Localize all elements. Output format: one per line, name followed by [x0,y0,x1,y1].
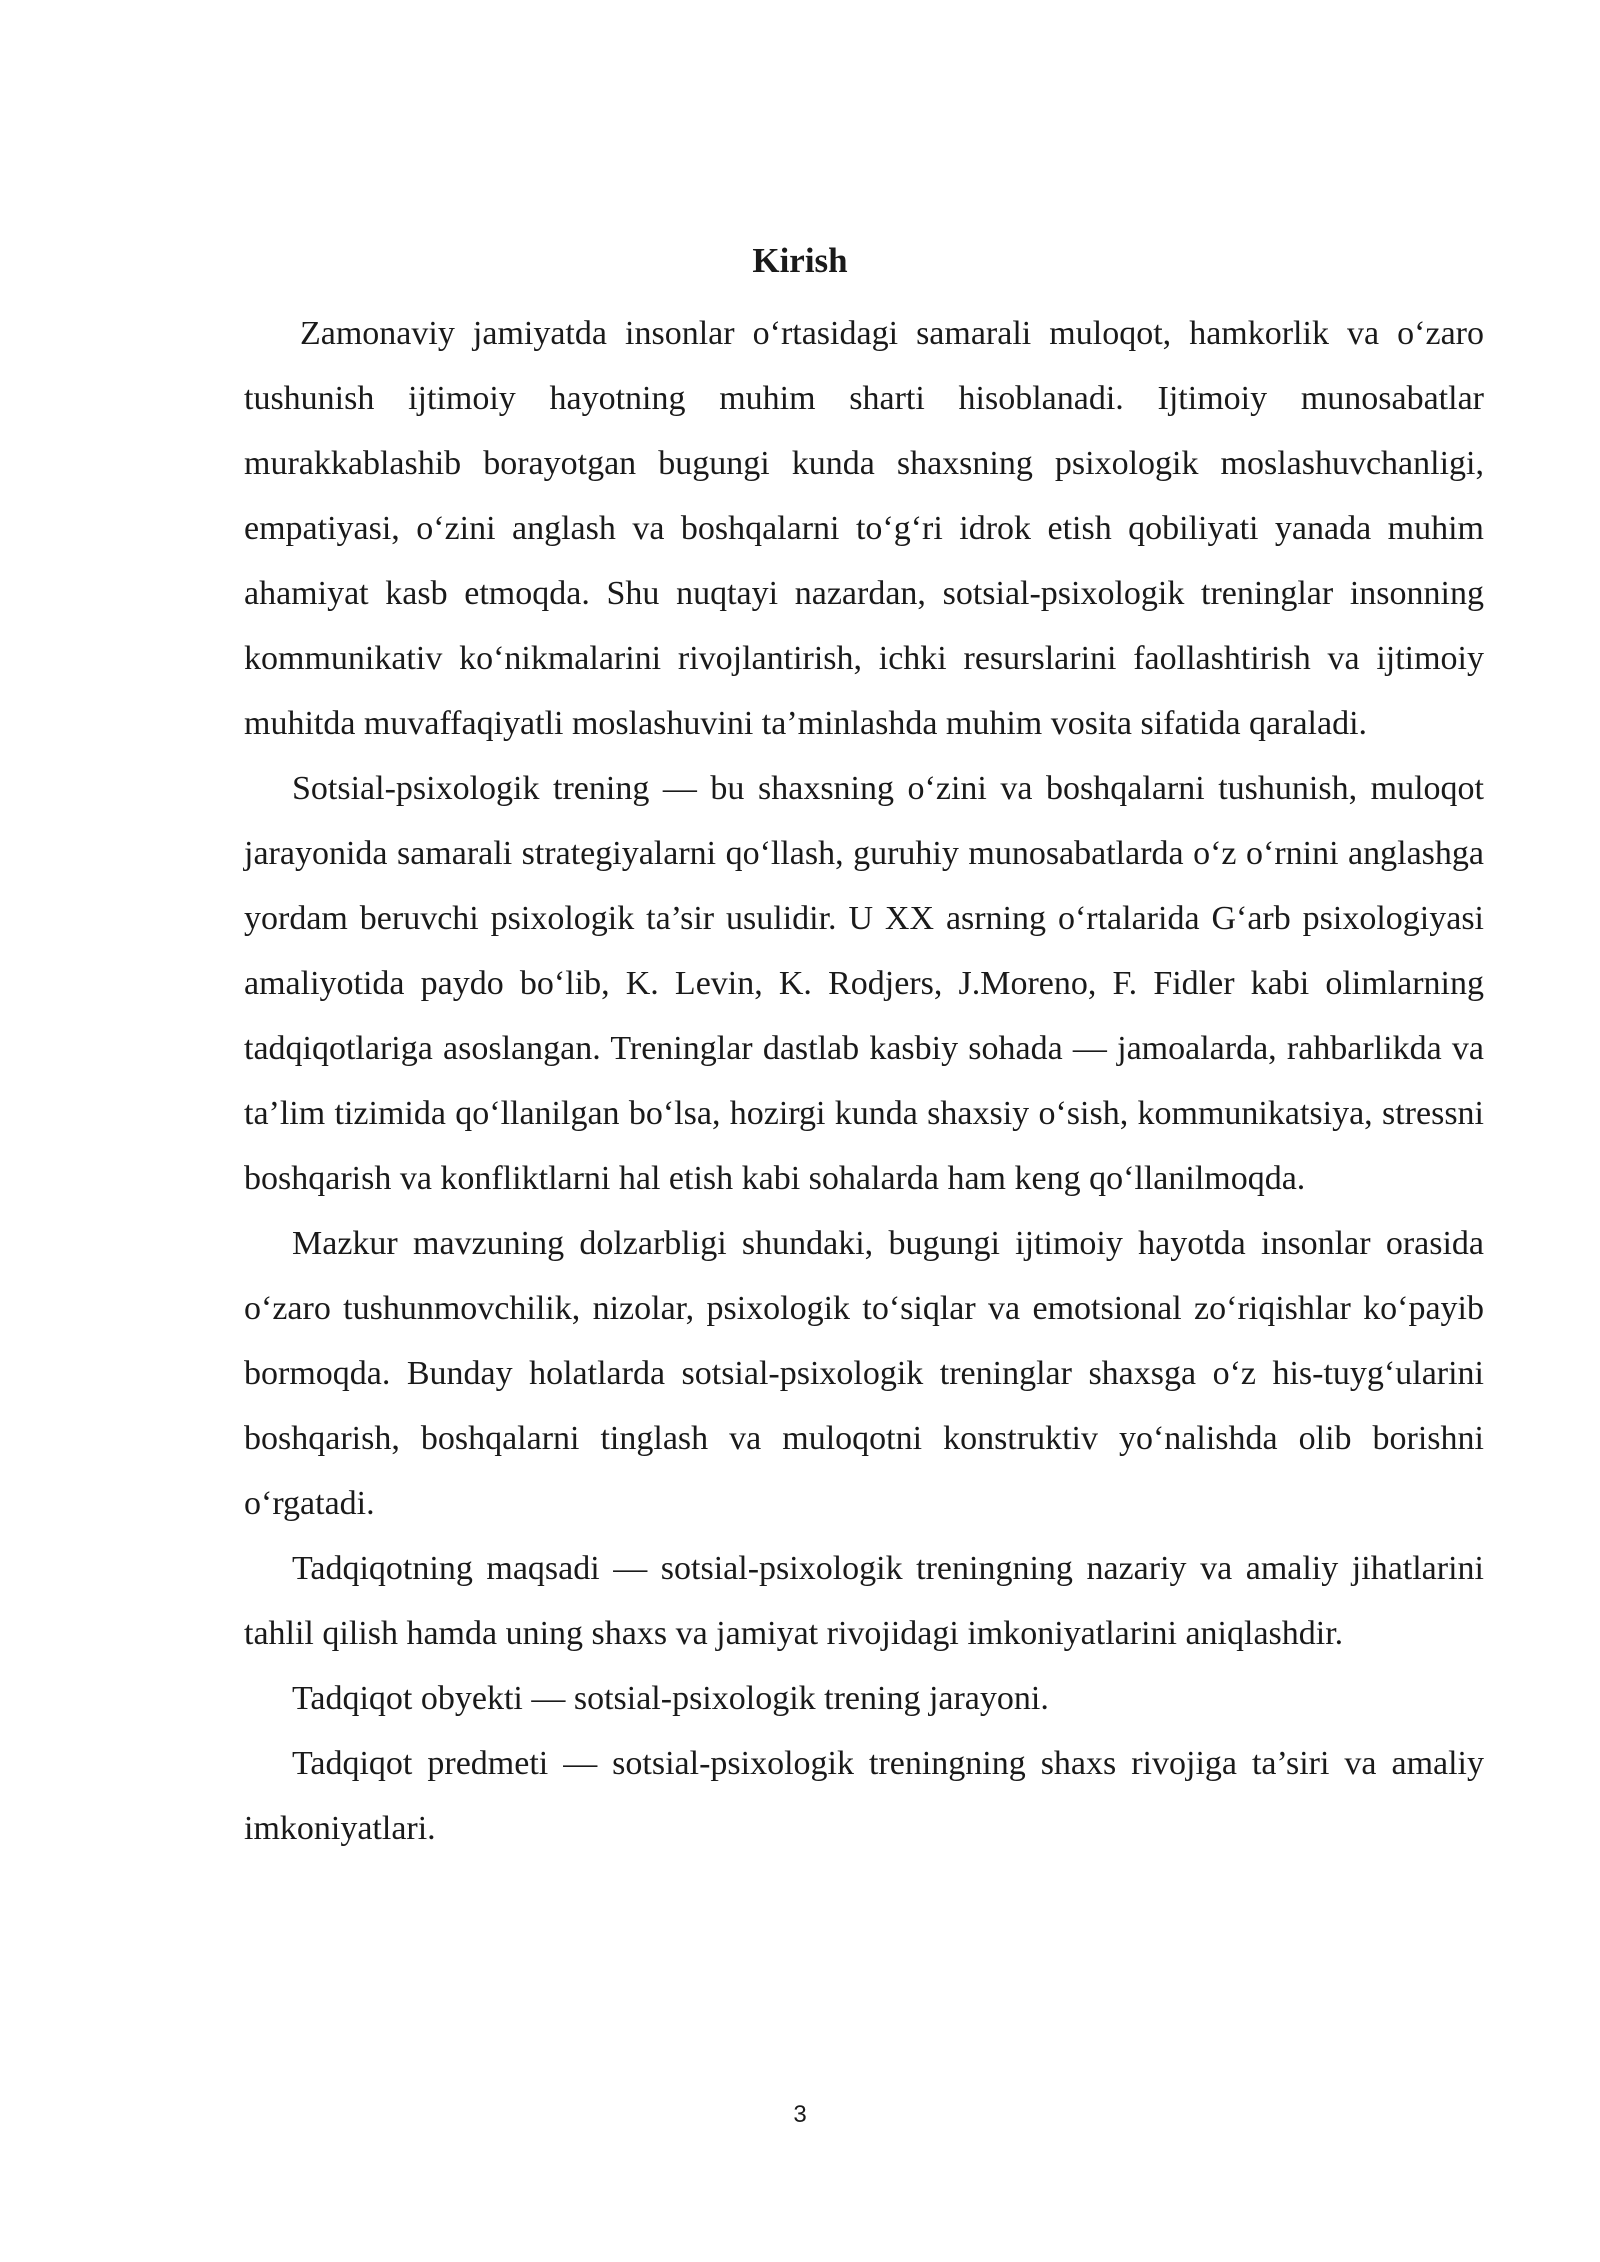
section-title: Kirish [752,241,848,280]
paragraph-research-goal: Tadqiqotning maqsadi — sotsial-psixologik treningning nazariy va amaliy jihatlarini tahlil qilish hamda uning shaxs va jamiyat rivojidagi imkoniyatlarini aniqlashdir. [244,1550,1484,1652]
page-number: 3 [793,2101,807,2128]
paragraph-training-definition: Sotsial-psixologik trening — bu shaxsning o‘zini va boshqalarni tushunish, muloqot jarayonida samarali strategiyalarni qo‘llash, guruhiy munosabatlarda o‘z o‘rnini anglashga yordam beruvchi psixologik ta’sir usulidir. U XX asrning o‘rtalarida G‘arb psixologiyasi amaliyotida paydo bo‘lib, K. Levin, K. Rodjers, J.Moreno, F. Fidler kabi olimlarning tadqiqotlariga asoslangan. Treninglar dastlab kasbiy sohada — jamoalarda, rahbarlikda va ta’lim tizimida qo‘llanilgan bo‘lsa, hozirgi kunda shaxsiy o‘sish, kommunikatsiya, stressni boshqarish va konfliktlarni hal etish kabi sohalarda ham keng qo‘llanilmoqda. [244,770,1484,1197]
paragraph-research-subject: Tadqiqot predmeti — sotsial-psixologik treningning shaxs rivojiga ta’siri va amaliy imkoniyatlari. [244,1745,1484,1847]
body-text [244,301,1484,1861]
paragraph-relevance: Mazkur mavzuning dolzarbligi shundaki, bugungi ijtimoiy hayotda insonlar orasida o‘zaro tushunmovchilik, nizolar, psixologik to‘siqlar va emotsional zo‘riqishlar ko‘payib bormoqda. Bunday holatlarda sotsial-psixologik treninglar shaxsga o‘z his-tuyg‘ularini boshqarish, boshqalarni tinglash va muloqotni konstruktiv yo‘nalishda olib borishni o‘rgatadi. [244,1225,1484,1522]
paragraph-research-object: Tadqiqot obyekti — sotsial-psixologik trening jarayoni. [292,1680,1049,1717]
paragraph-introduction: Zamonaviy jamiyatda insonlar o‘rtasidagi samarali muloqot, hamkorlik va o‘zaro tushunish ijtimoiy hayotning muhim sharti hisoblanadi. Ijtimoiy munosabatlar murakkablashib borayotgan bugungi kunda shaxsning psixologik moslashuvchanligi, empatiyasi, o‘zini anglash va boshqalarni to‘g‘ri idrok etish qobiliyati yanada muhim ahamiyat kasb etmoqda. Shu nuqtayi nazardan, sotsial-psixologik treninglar insonning kommunikativ ko‘nikmalarini rivojlantirish, ichki resurslarini faollashtirish va ijtimoiy muhitda muvaffaqiyatli moslashuvini ta’minlashda muhim vosita sifatida qaraladi. [244,315,1484,742]
